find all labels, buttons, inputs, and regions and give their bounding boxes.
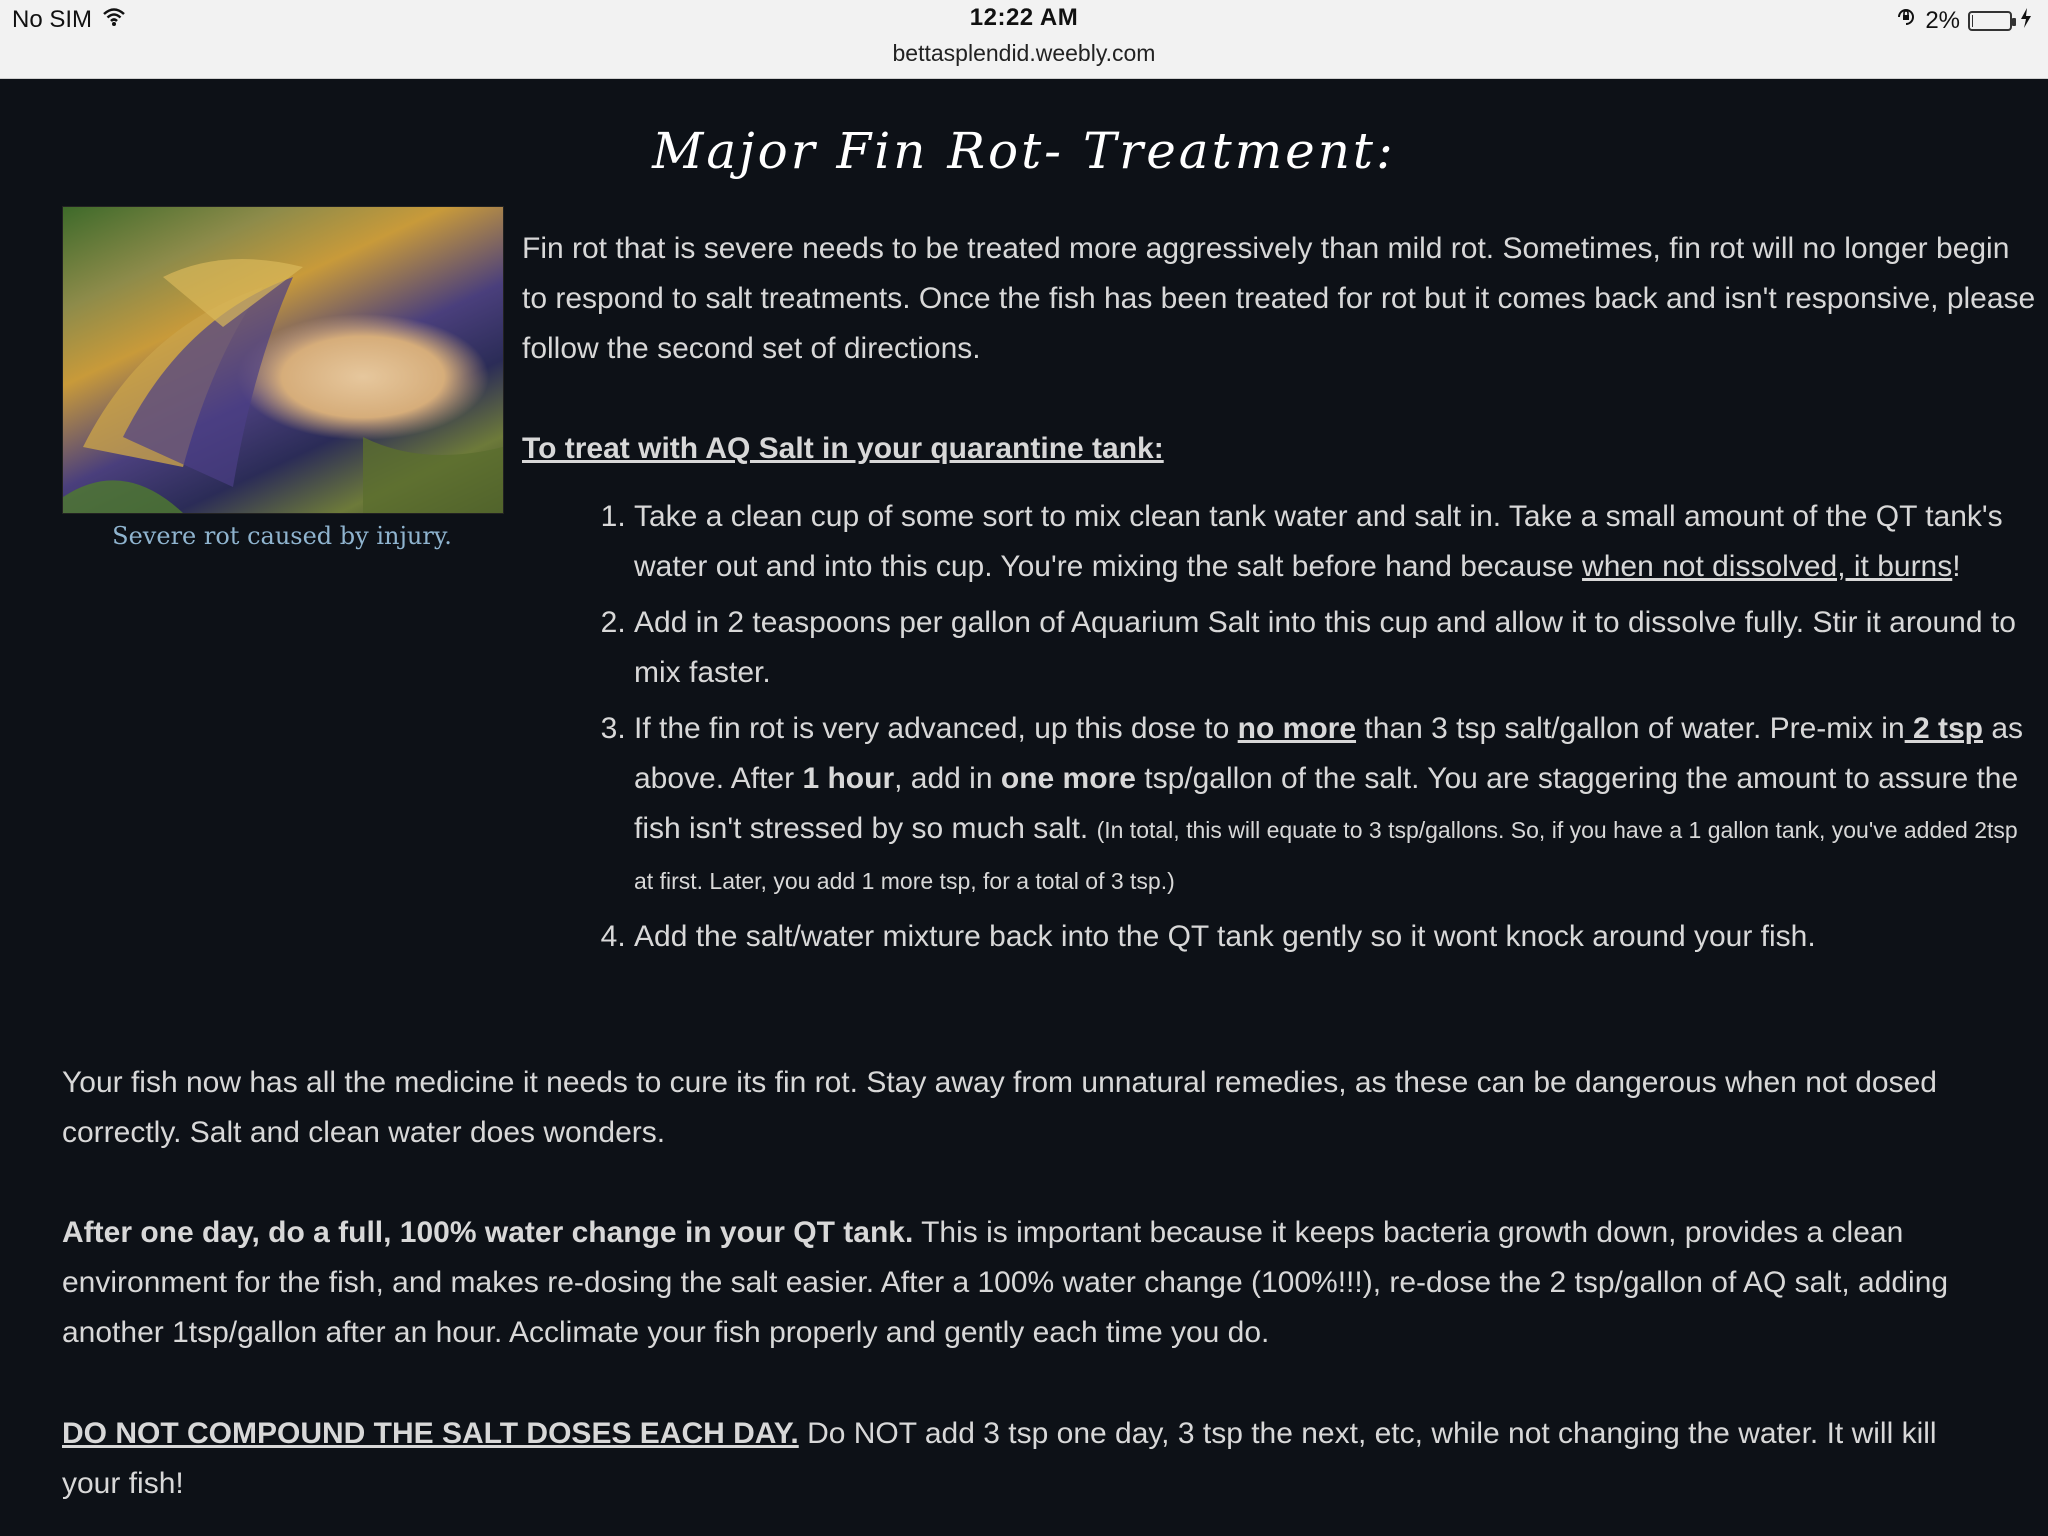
warning-text: Do NOT add 3 tsp one day, 3 tsp the next, etc, while not changing the water. It will kill your fish!	[62, 1417, 1937, 1500]
main-text-column	[522, 206, 2042, 968]
list-item	[634, 598, 2042, 698]
page-content	[62, 78, 2036, 1500]
figure	[62, 206, 502, 550]
step3-1hour: 1 hour	[802, 762, 895, 795]
intro-paragraph: Fin rot that is severe needs to be treated more aggressively than mild rot. Sometimes, fin rot will no longer begin to respond to salt treatments. Once the fish has been treated for rot but it comes back and isn't responsive, please follow the second set of directions.	[522, 232, 2036, 365]
address-url[interactable]: bettasplendid.weebly.com	[892, 40, 1156, 66]
step4-text: Add the salt/water mixture back into the QT tank gently so it wont knock around your fish.	[634, 920, 1816, 953]
battery-icon	[1968, 11, 2012, 31]
list-item	[634, 704, 2042, 906]
step3-text-d: , add in	[894, 762, 1001, 795]
list-item	[634, 912, 2042, 962]
image-caption: Severe rot caused by injury.	[112, 522, 452, 550]
water-change-text: This is important because it keeps bacteria growth down, provides a clean environment for the fish, and makes re-dosing the salt easier. After a 100% water change (100%!!!), re-dose the 2 tsp/gallon of AQ salt, adding another 1tsp/gallon after an hour. Acclimate your fish properly and gently each time you do.	[62, 1216, 1949, 1349]
water-change-bold: After one day, do a full, 100% water change in your QT tank.	[62, 1216, 914, 1249]
step3-text-a: If the fin rot is very advanced, up this dose to	[634, 712, 1238, 745]
status-bar	[0, 0, 2048, 79]
battery-level	[1972, 15, 1973, 27]
page-title: Major Fin Rot- Treatment:	[652, 122, 1396, 180]
betta-fish-photo[interactable]	[62, 206, 504, 514]
step3-text-e: tsp/gallon of the salt. You are staggering the amount to assure the fish isn't stressed by so much salt.	[634, 762, 2019, 845]
step3-no-more: no more	[1237, 712, 1357, 745]
warning-bold: DO NOT COMPOUND THE SALT DOSES EACH DAY.	[62, 1417, 799, 1450]
step3-text-b: than 3 tsp salt/gallon of water. Pre-mix in	[1356, 712, 1905, 745]
step3-2tsp: 2 tsp	[1904, 712, 1983, 745]
charging-bolt-icon	[2020, 7, 2032, 35]
carrier-label: No SIM	[12, 6, 93, 33]
warning-paragraph	[62, 1409, 1986, 1509]
battery-percent: 2%	[1925, 6, 1960, 34]
step1-text: Take a clean cup of some sort to mix clean tank water and salt in. Take a small amount of the QT tank's water out and into this cup. You're mixing the salt before hand because	[634, 500, 2003, 583]
rotation-lock-icon	[1895, 6, 1917, 35]
status-center	[0, 4, 2048, 67]
step1-underlined: when not dissolved, it burns	[1582, 550, 1953, 583]
step3-text-c: as above. After	[634, 712, 2024, 795]
step3-note: (In total, this will equate to 3 tsp/gallons. So, if you have a 1 gallon tank, you've added 2tsp at first. Later, you add 1 more tsp, for a total of 3 tsp.)	[634, 817, 2018, 894]
section-heading: To treat with AQ Salt in your quarantine tank:	[522, 432, 1164, 465]
status-right	[1895, 6, 2032, 35]
step3-one-more: one more	[1000, 762, 1136, 795]
medicine-paragraph: Your fish now has all the medicine it needs to cure its fin rot. Stay away from unnatural remedies, as these can be dangerous when not dosed correctly. Salt and clean water does wonders.	[62, 1066, 1937, 1149]
steps-list	[522, 492, 2042, 962]
list-item	[634, 492, 2042, 592]
water-change-paragraph	[62, 1208, 1986, 1358]
clock: 12:22 AM	[969, 4, 1079, 31]
step2-text: Add in 2 teaspoons per gallon of Aquarium Salt into this cup and allow it to dissolve fully. Stir it around to mix faster.	[634, 606, 2016, 689]
step1-end: !	[1952, 550, 1961, 583]
